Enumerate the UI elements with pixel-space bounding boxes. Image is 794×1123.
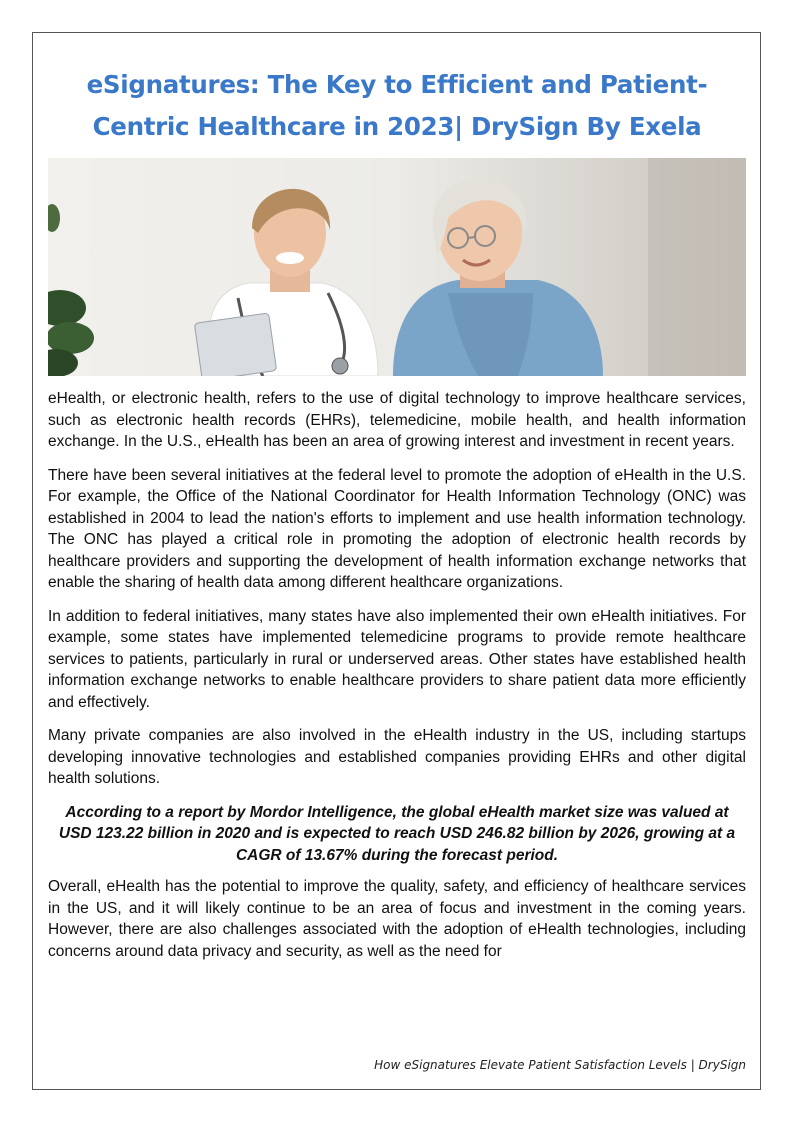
paragraph-state-initiatives: In addition to federal initiatives, many states have also implemented their own eHealth initiatives. For example, some states have implemented telemedicine programs to provide remote healthcare services to patients, particularly in rural or underserved areas. Other states have established health information exchange networks to enable healthcare providers to share patient data more efficiently and effectively.: [48, 607, 746, 711]
article-body: [48, 388, 746, 974]
paragraph-private-companies: Many private companies are also involved in the eHealth industry in the US, including startups developing innovative technologies and established companies providing EHRs and other digital health solutions.: [48, 727, 746, 787]
doctor-patient-illustration: [48, 158, 746, 376]
paragraph-closing: Overall, eHealth has the potential to improve the quality, safety, and efficiency of healthcare services in the US, and it will likely continue to be an area of focus and investment in the coming years. However, there are also challenges associated with the adoption of eHealth technologies, including concerns around data privacy and security, as well as the need for: [48, 878, 746, 960]
page-title: eSignatures: The Key to Efficient and Patient-Centric Healthcare in 2023| DrySign By Exela: [86, 70, 708, 141]
page-footer: How eSignatures Elevate Patient Satisfaction Levels | DrySign: [374, 1058, 746, 1072]
paragraph-ehealth-definition: eHealth, or electronic health, refers to the use of digital technology to improve healthcare services, such as electronic health records (EHRs), telemedicine, mobile health, and health information exchange. In the U.S., eHealth has been an area of growing interest and investment in recent years.: [48, 390, 746, 450]
market-size-highlight: According to a report by Mordor Intelligence, the global eHealth market size was valued at USD 123.22 billion in 2020 and is expected to reach USD 246.82 billion by 2026, growing at a CAGR of 13.67% during the forecast period.: [58, 803, 736, 864]
hero-photo: [48, 158, 746, 376]
paragraph-federal-initiatives: There have been several initiatives at the federal level to promote the adoption of eHealth in the U.S. For example, the Office of the National Coordinator for Health Information Technology (ONC) was established in 2004 to lead the nation's efforts to implement and use health information technology. The ONC has played a critical role in promoting the adoption of electronic health records by healthcare providers and supporting the development of health information exchange networks that enable the sharing of health data among different healthcare organizations.: [48, 466, 746, 591]
